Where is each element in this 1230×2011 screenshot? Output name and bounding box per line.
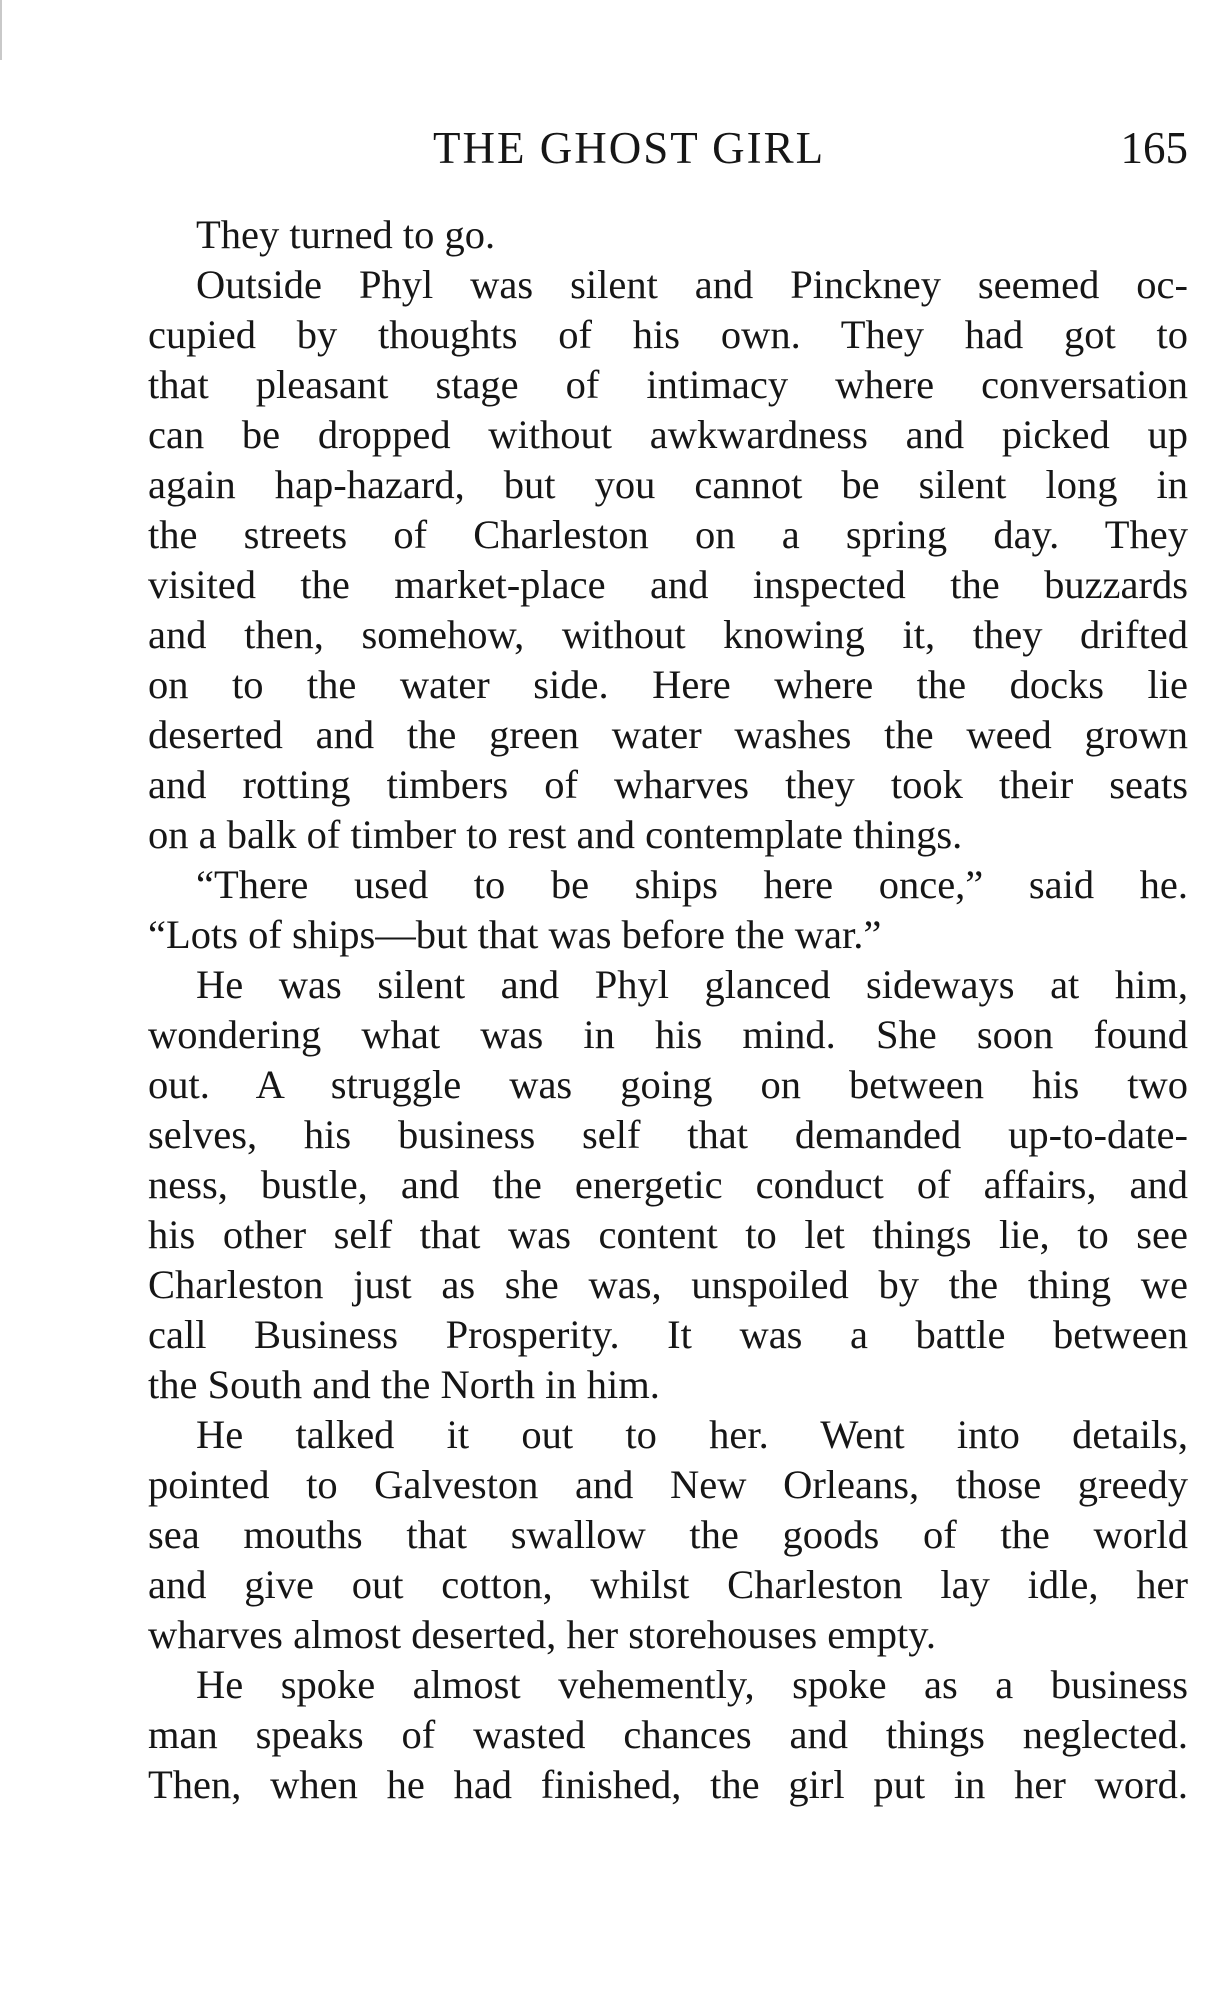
text-line: He was silent and Phyl glanced sideways at him, [196,962,1188,1007]
running-head [148,118,1188,178]
text-line: man speaks of wasted chances and things neglected. [148,1712,1188,1757]
text-line: on a balk of timber to rest and contemplate things. [148,812,963,857]
page-edge-mark [0,0,2,60]
text-line: Then, when he had finished, the girl put in her word. [148,1762,1188,1807]
text-line: the streets of Charleston on a spring day. They [148,512,1188,557]
text-line: “Lots of ships—but that was before the war.” [148,912,882,957]
text-line: and then, somehow, without knowing it, they drifted [148,612,1188,657]
text-line: that pleasant stage of intimacy where conversation [148,362,1188,407]
body-text [148,210,1188,1810]
text-line: cupied by thoughts of his own. They had got to [148,312,1188,357]
text-line: the South and the North in him. [148,1362,660,1407]
text-line: visited the market-place and inspected the buzzards [148,562,1188,607]
text-line: call Business Prosperity. It was a battle between [148,1312,1188,1357]
text-line: again hap-hazard, but you cannot be silent long in [148,462,1188,507]
text-line: Charleston just as she was, unspoiled by the thing we [148,1262,1188,1307]
text-line: sea mouths that swallow the goods of the world [148,1512,1188,1557]
text-line: and give out cotton, whilst Charleston lay idle, her [148,1562,1188,1607]
running-title: THE GHOST GIRL [433,123,826,173]
text-line: wharves almost deserted, her storehouses empty. [148,1612,937,1657]
text-line: They turned to go. [196,212,496,257]
text-line: He spoke almost vehemently, spoke as a business [196,1662,1188,1707]
text-line: out. A struggle was going on between his two [148,1062,1188,1107]
text-line: wondering what was in his mind. She soon found [148,1012,1188,1057]
text-line: ness, bustle, and the energetic conduct of affairs, and [148,1162,1188,1207]
text-line: his other self that was content to let things lie, to see [148,1212,1188,1257]
text-line: can be dropped without awkwardness and picked up [148,412,1188,457]
text-line: pointed to Galveston and New Orleans, those greedy [148,1462,1188,1507]
page-number: 165 [1120,123,1188,173]
text-line: and rotting timbers of wharves they took their seats [148,762,1188,807]
text-line: “There used to be ships here once,” said he. [196,862,1188,907]
text-line: on to the water side. Here where the docks lie [148,662,1188,707]
text-line: He talked it out to her. Went into details, [196,1412,1188,1457]
text-line: selves, his business self that demanded up-to-date- [148,1112,1188,1157]
text-line: deserted and the green water washes the weed grown [148,712,1188,757]
text-line: Outside Phyl was silent and Pinckney seemed oc- [196,262,1188,307]
